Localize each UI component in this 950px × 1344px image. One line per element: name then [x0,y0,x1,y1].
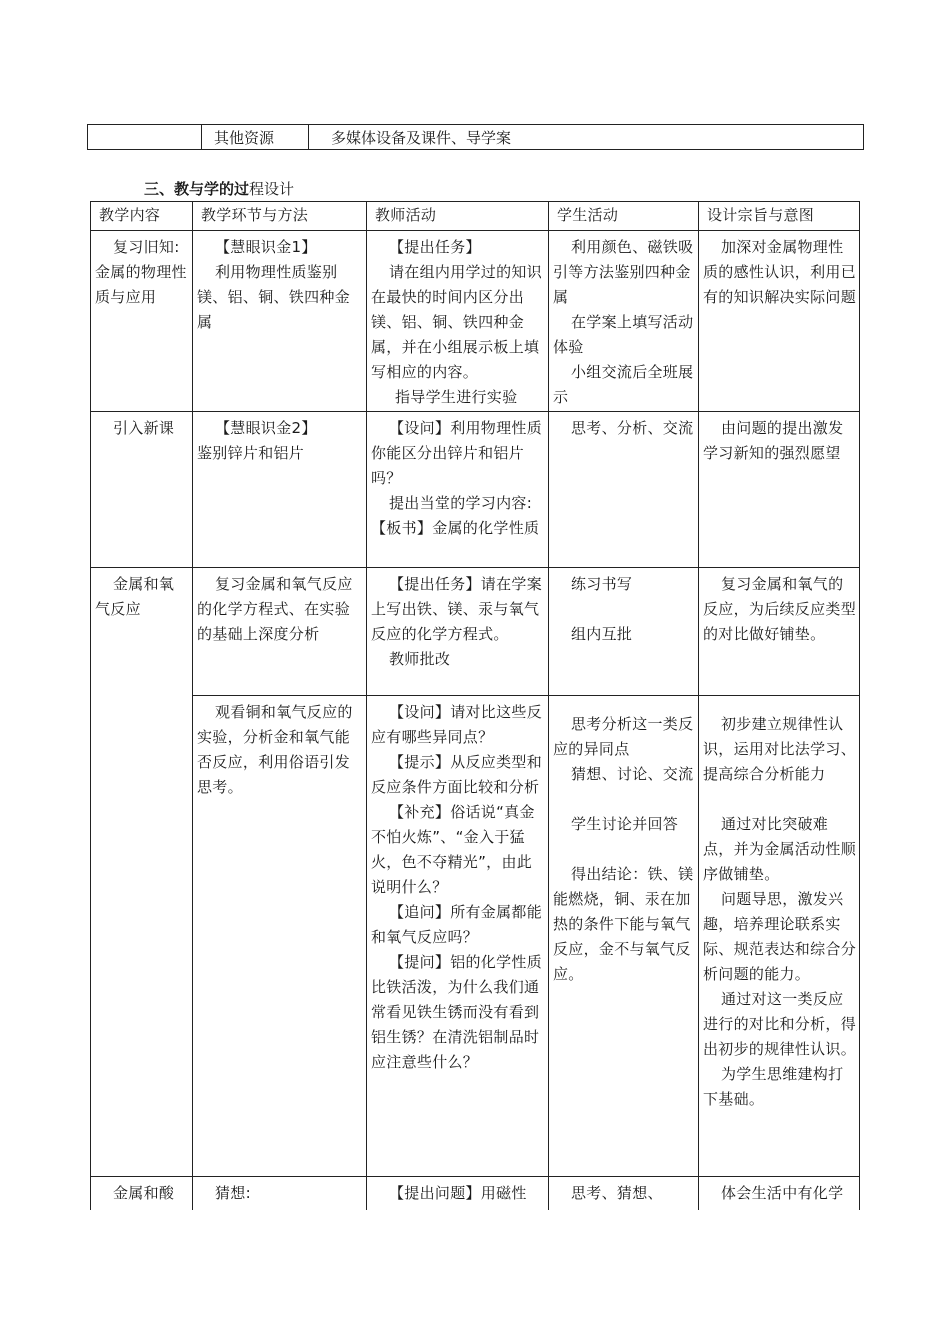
cell-teacher: 【设问】请对比这些反应有哪些异同点？ 【提示】从反应类型和反应条件方面比较和分析 【补充】俗话说“真金不怕火炼”、“金入于猛火，色不夺精光”，由此说明什么？ 【追问】所有金属都能和氧气反应吗？ 【提问】铝的化学性质比铁活泼，为什么我们通常看见铁生锈而没有看到铝生锈？在清洗铝制品时应注意些什么？ [366,695,548,1176]
lesson-design-table [90,201,860,1210]
cell-teacher: 【提出任务】 请在组内用学过的知识在最快的时间内区分出镁、铝、铜、铁四种金属，并在小组展示板上填写相应的内容。 指导学生进行实验 [366,230,548,411]
cell-student: 练习书写 组内互批 [548,567,698,695]
cell-student: 思考分析这一类反应的异同点 猜想、讨论、交流 学生讨论并回答 得出结论：铁、镁能燃烧，铜、汞在加热的条件下能与氧气反应，金不与氧气反应。 [548,695,698,1176]
header-intent: 设计宗旨与意图 [698,201,860,230]
cell-content: 金属和氧气反应 [90,567,192,1176]
cell-content: 金属和酸 [90,1176,192,1210]
cell-method: 【慧眼识金1】 利用物理性质鉴别镁、铝、铜、铁四种金属 [192,230,366,411]
resource-value: 多媒体设备及课件、导学案 [331,128,512,147]
header-content: 教学内容 [90,201,192,230]
table-row [90,1176,860,1210]
cell-student: 思考、猜想、 [548,1176,698,1210]
cell-content: 复习旧知:金属的物理性质与应用 [90,230,192,411]
resource-table [87,124,864,150]
cell-student: 利用颜色、磁铁吸引等方法鉴别四种金属 在学案上填写活动体验 小组交流后全班展示 [548,230,698,411]
resource-label: 其他资源 [202,125,309,149]
table-header-row [90,201,860,230]
header-teacher: 教师活动 [366,201,548,230]
header-student: 学生活动 [548,201,698,230]
cell-intent: 复习金属和氧气的反应，为后续反应类型的对比做好铺垫。 [698,567,860,695]
cell-method: 复习金属和氧气反应的化学方程式、在实验的基础上深度分析 [192,567,366,695]
cell-method: 猜想: [192,1176,366,1210]
sub-row [192,695,860,1176]
sub-row [192,567,860,695]
cell-student: 思考、分析、交流 [548,411,698,567]
cell-teacher: 【提出任务】请在学案上写出铁、镁、汞与氧气反应的化学方程式。 教师批改 [366,567,548,695]
table-row [90,567,860,1176]
cell-method: 【慧眼识金2】 鉴别锌片和铝片 [192,411,366,567]
cell-intent: 体会生活中有化学 [698,1176,860,1210]
cell-teacher: 【提出问题】用磁性 [366,1176,548,1210]
cell-intent: 初步建立规律性认识，运用对比法学习、提高综合分析能力 通过对比突破难点，并为金属活动性顺序做铺垫。 问题导思，激发兴趣，培养理论联系实际、规范表达和综合分析问题的能力。 通过对这一类反应进行的对比和分析，得出初步的规律性认识。 为学生思维建构打下基础。 [698,695,860,1176]
cell-teacher: 【设问】利用物理性质你能区分出锌片和铝片吗？ 提出当堂的学习内容: 【板书】金属的化学性质 [366,411,548,567]
cell-content: 引入新课 [90,411,192,567]
cell-intent: 加深对金属物理性质的感性认识，利用已有的知识解决实际问题 [698,230,860,411]
table-row [90,230,860,411]
cell-method: 观看铜和氧气反应的实验，分析金和氧气能否反应，利用俗语引发思考。 [192,695,366,1176]
table-row [90,411,860,567]
cell-intent: 由问题的提出激发学习新知的强烈愿望 [698,411,860,567]
resource-blank-cell [88,125,202,149]
header-method: 教学环节与方法 [192,201,366,230]
section-title: 三、教与学的过程设计 [144,180,295,198]
